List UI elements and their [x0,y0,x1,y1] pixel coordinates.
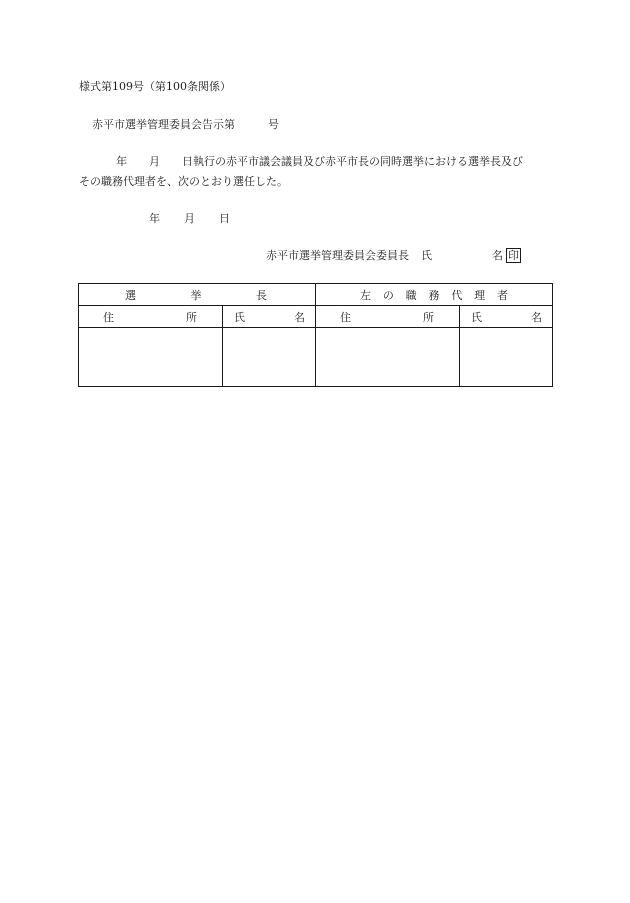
body-text: 日執行の赤平市議会議員及び赤平市長の同時選挙における選挙長及び [182,155,523,168]
notice-title-prefix: 赤平市選挙管理委員会告示第 [92,118,235,131]
body-text-line-1 [79,155,523,169]
col-header-char: 所 [186,310,197,324]
date-day: 日 [219,212,230,225]
col-header-char: 名 [531,310,542,324]
column-header-row [79,306,553,328]
cell-deputy-address [316,328,460,387]
cell-chief-name [223,328,316,387]
signature-line [266,248,521,263]
col-header-char: 氏 [471,310,482,324]
cell-chief-address [79,328,223,387]
col-header-chief-name [223,306,316,328]
signatory-mei: 名 [492,249,503,262]
appointment-table [78,283,553,387]
header-char: 代 [451,288,463,302]
form-number-label: 様式第109号（第100条関係） [79,80,231,93]
col-header-char: 住 [103,310,114,324]
col-header-deputy-address [316,306,460,328]
header-deputy [316,284,553,306]
header-char: 長 [256,288,267,302]
notice-title-suffix: 号 [268,118,279,131]
date-month: 月 [184,212,195,225]
col-header-char: 住 [340,310,351,324]
header-char: 左 [360,288,371,302]
body-text-line-2: その職務代理者を、次のとおり選任した。 [79,175,288,188]
col-header-char: 所 [423,310,434,324]
cell-deputy-name [460,328,553,387]
header-char: 選 [125,288,136,302]
header-char: 職 [405,288,417,302]
header-char: 者 [496,288,508,302]
notice-title [92,118,279,132]
header-char: 務 [428,288,440,302]
header-char: の [382,288,394,302]
body-month: 月 [149,155,160,168]
signatory-shi: 氏 [421,249,432,262]
header-char: 挙 [190,288,202,302]
notice-date [149,212,230,226]
header-char: 理 [474,288,486,302]
seal-mark: 印 [508,249,519,262]
signatory-title: 赤平市選挙管理委員会委員長 [266,249,409,262]
group-header-row [79,284,553,306]
col-header-deputy-name [460,306,553,328]
date-year: 年 [149,212,160,225]
body-year: 年 [116,155,127,168]
col-header-chief-address [79,306,223,328]
table-row [79,328,553,387]
header-election-chief [79,284,316,306]
col-header-char: 名 [294,310,305,324]
col-header-char: 氏 [234,310,245,324]
